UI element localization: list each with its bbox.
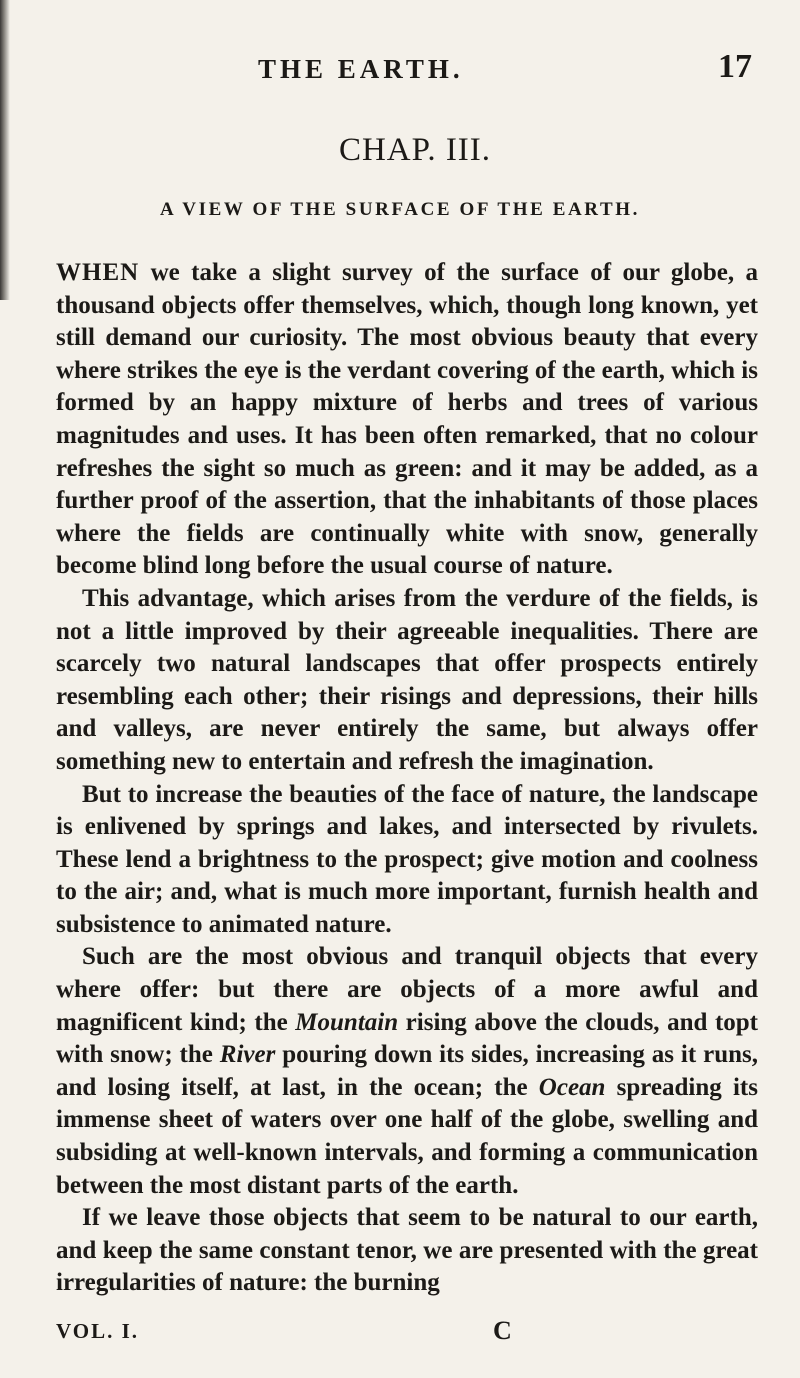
lead-word: WHEN [56, 259, 140, 286]
chapter-heading: CHAP. III. [338, 132, 492, 168]
paragraph-1-text: we take a slight survey of the surface of our globe, a thousand objects offer themselves, which, though long known, yet still demand our curiosity. The most obvious beauty that every where strikes the eye is the verdant covering of the earth, which is formed by an happy mixture of herbs and trees of various magnitudes and uses. It has been often remarked, that no colour refreshes the sight so much as green: and it may be added, as a further proof of the assertion, that the inhabitants of those places where the fields are continually white with snow, generally become blind long before the usual course of nature. [56, 259, 758, 580]
body-text [56, 257, 758, 1300]
paragraph-4-text-d: spreading its immense sheet of waters over one half of the globe, swelling and subsiding at well-known intervals, and forming a communication between the most distant parts of the earth. [56, 1073, 758, 1199]
running-title: THE EARTH. [258, 54, 464, 84]
italic-ocean: Ocean [538, 1073, 606, 1101]
chapter-subtitle: A VIEW OF THE SURFACE OF THE EARTH. [160, 199, 640, 220]
paragraph-4-text-a: Such are the most obvious and tranquil objects that every where offer: but there are objects of a more awful and magnificent kind; the [56, 943, 758, 1036]
signature-mark: C [493, 1316, 512, 1345]
running-head [258, 48, 752, 92]
paragraph-1 [56, 257, 758, 583]
page-number: 17 [718, 48, 752, 85]
paragraph-4 [56, 941, 758, 1202]
paragraph-4-text-b: rising above the clouds, and topt with snow; the [56, 1008, 758, 1069]
paragraph-4-text-c: pouring down its sides, increasing as it runs, and losing itself, at last, in the ocean; the [56, 1041, 758, 1101]
italic-river: River [219, 1041, 276, 1069]
volume-label: VOL. I. [56, 1319, 140, 1343]
paragraph-2: This advantage, which arises from the verdure of the fields, is not a little improved by their agreeable inequalities. There are scarcely two natural landscapes that offer prospects entirely resembling each other; their risings and depressions, their hills and valleys, are never entirely the same, but always offer something new to entertain and refresh the imagination. [56, 584, 758, 775]
italic-mountain: Mountain [295, 1008, 399, 1036]
paragraph-5: If we leave those objects that seem to be natural to our earth, and keep the same constant tenor, we are presented with the great irregularities of nature: the burning [56, 1204, 758, 1297]
paragraph-3: But to increase the beauties of the face of nature, the landscape is enlivened by springs and lakes, and intersected by rivulets. These lend a brightness to the prospect; give motion and coolness to the air; and, what is much more important, furnish health and subsistence to animated nature. [56, 780, 758, 938]
signature-line [56, 1316, 758, 1350]
